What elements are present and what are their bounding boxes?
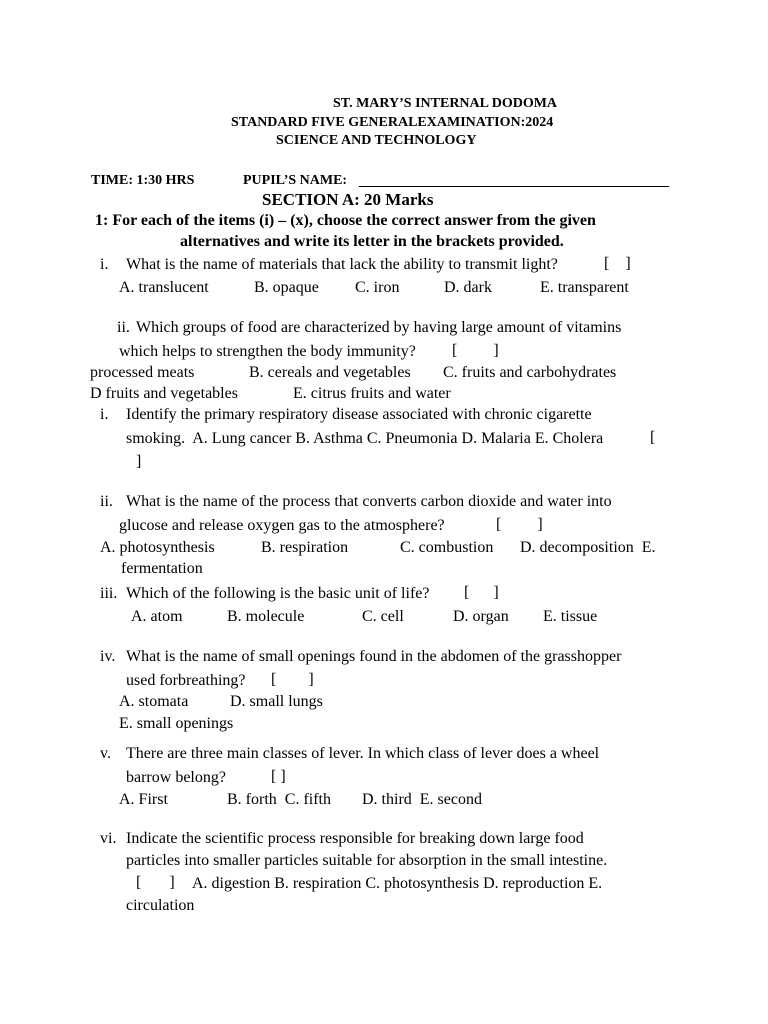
question-text-line-2: used forbreathing? (126, 672, 246, 689)
option-a: processed meats (90, 364, 195, 381)
option-b: B. cereals and vegetables (249, 364, 411, 381)
answer-bracket[interactable]: [ ] (271, 671, 314, 688)
question-number: iv. (100, 648, 116, 665)
question-number: ii. (100, 493, 113, 510)
instruction-line-1: 1: For each of the items (i) – (x), choose the correct answer from the given (95, 212, 596, 229)
option-d: D. dark (444, 279, 492, 296)
option-a: A. translucent (119, 279, 209, 296)
option-c: C. fruits and carbohydrates (443, 364, 617, 381)
question-text-line-1: There are three main classes of lever. In which class of lever does a wheel (126, 745, 600, 762)
question-text: What is the name of materials that lack the ability to transmit light? (126, 256, 558, 273)
question-text-line-2: which helps to strengthen the body immunity? (119, 343, 416, 360)
question-number: ii. (117, 319, 130, 336)
option-a: A. stomata (119, 693, 189, 710)
option-b: B. opaque (254, 279, 319, 296)
question-text-line-1: Indicate the scientific process responsible for breaking down large food (126, 830, 584, 847)
answer-bracket-open[interactable]: [ (650, 429, 656, 446)
question-number: iii. (100, 585, 118, 602)
option-e: E. small openings (119, 715, 234, 732)
question-number: vi. (100, 830, 117, 847)
section-title: SECTION A: 20 Marks (262, 190, 434, 209)
option-e: E. tissue (543, 608, 598, 625)
option-c: C. iron (355, 279, 400, 296)
answer-bracket[interactable]: [ ] (136, 874, 175, 891)
option-d: D. organ (453, 608, 509, 625)
answer-bracket[interactable]: [ ] (496, 516, 543, 533)
question-text-line-1: What is the name of small openings found in the abdomen of the grasshopper (126, 648, 622, 665)
question-options-line: A. digestion B. respiration C. photosynthesis D. reproduction E. (192, 875, 603, 892)
question-number: v. (100, 745, 111, 762)
option-e: E. transparent (540, 279, 629, 296)
time-label: TIME: 1:30 HRS (91, 173, 195, 188)
option-c: C. cell (362, 608, 404, 625)
option-c: C. combustion (400, 539, 494, 556)
subject-title: SCIENCE AND TECHNOLOGY (276, 133, 477, 148)
answer-bracket[interactable]: [ ] (464, 584, 499, 601)
pupil-name-field-line[interactable] (359, 186, 669, 187)
answer-bracket[interactable]: [ ] (452, 342, 499, 359)
option-b: B. respiration (261, 539, 349, 556)
question-text-line-2: smoking. A. Lung cancer B. Asthma C. Pneumonia D. Malaria E. Cholera (126, 430, 604, 447)
option-b-c: B. forth C. fifth (227, 791, 331, 808)
pupil-name-label: PUPIL’S NAME: (243, 173, 348, 188)
answer-bracket[interactable]: [ ] (604, 255, 631, 272)
question-text-line-2: glucose and release oxygen gas to the atmosphere? (119, 517, 445, 534)
question-number: i. (100, 406, 109, 423)
question-options-line-2: circulation (126, 897, 195, 914)
question-text: Which of the following is the basic unit of life? (126, 585, 430, 602)
option-d: D. small lungs (230, 693, 323, 710)
question-text-line-2: barrow belong? (126, 769, 226, 786)
instruction-line-2: alternatives and write its letter in the brackets provided. (180, 233, 564, 250)
question-text-line-1: What is the name of the process that converts carbon dioxide and water into (126, 493, 612, 510)
question-text-line-2: particles into smaller particles suitable for absorption in the small intestine. (126, 852, 608, 869)
answer-bracket[interactable]: [ ] (271, 768, 286, 785)
option-e: E. citrus fruits and water (293, 385, 451, 402)
option-d: D. decomposition E. (520, 539, 656, 556)
option-d: D fruits and vegetables (90, 385, 238, 402)
option-a: A. First (119, 791, 168, 808)
question-text-line-1: Identify the primary respiratory disease associated with chronic cigarette (126, 406, 592, 423)
option-b: B. molecule (227, 608, 305, 625)
question-text-line-1: Which groups of food are characterized by having large amount of vitamins (136, 319, 622, 336)
exam-title: STANDARD FIVE GENERALEXAMINATION:2024 (231, 115, 554, 130)
option-a: A. atom (131, 608, 183, 625)
option-d-e: D. third E. second (362, 791, 482, 808)
school-name: ST. MARY’S INTERNAL DODOMA (333, 96, 558, 111)
answer-bracket-close[interactable]: ] (136, 453, 142, 470)
option-a: A. photosynthesis (100, 539, 215, 556)
question-number: i. (100, 256, 109, 273)
option-e: fermentation (121, 560, 203, 577)
